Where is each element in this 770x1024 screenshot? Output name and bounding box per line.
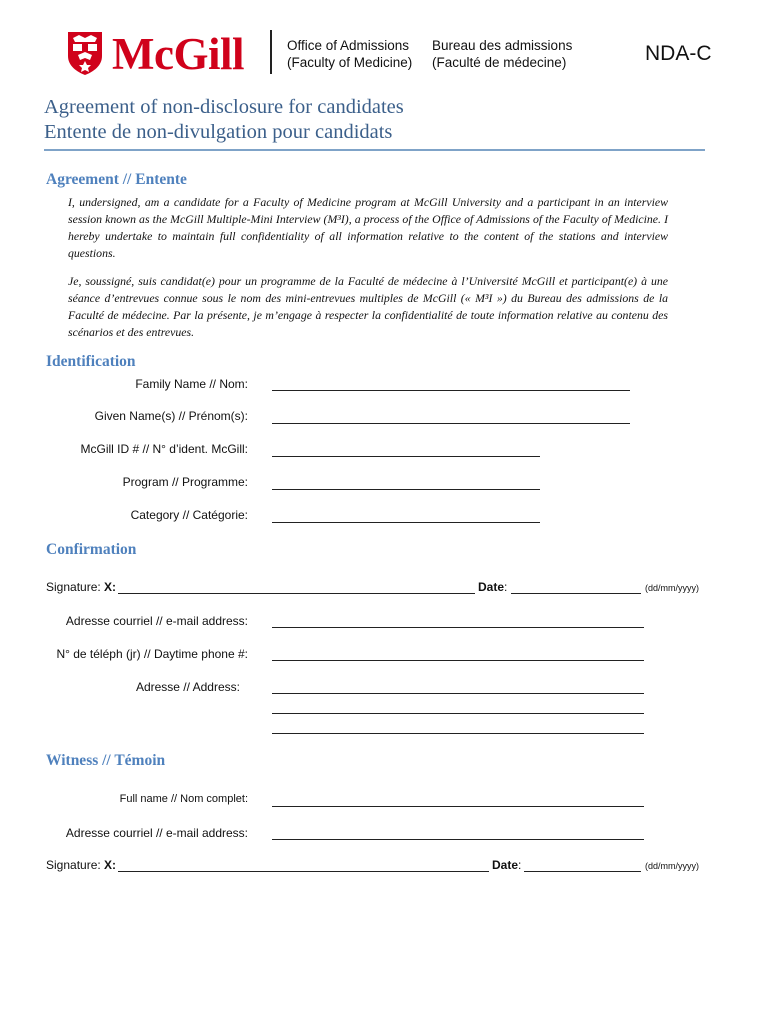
confirmation-date-label: Date: (478, 580, 508, 594)
form-code: NDA-C (645, 42, 712, 65)
witness-email-field[interactable] (272, 839, 644, 840)
title-french: Entente de non-divulgation pour candidats (44, 121, 393, 143)
confirmation-phone-label: N° de téléph (jr) // Daytime phone #: (56, 647, 248, 661)
agreement-paragraph-french: Je, soussigné, suis candidat(e) pour un programme de la Faculté de médecine à l’Université McGill et participant(e) à une séance d’entrevues connue sous le nom des mini-entrevues multiples de McGill (« M³I ») du Bureau des admissions de la Faculté de médecine. Par la présente, je m’engage à respecter la confidentialité de toute information relative au contenu des scénarios et des entrevues. (68, 274, 668, 339)
office-english: Office of Admissions (Faculty of Medicine) (287, 38, 413, 70)
logo-wordmark: McGill (112, 29, 244, 79)
confirmation-address-line-3[interactable] (272, 733, 644, 734)
confirmation-address-line-2[interactable] (272, 713, 644, 714)
given-names-label: Given Name(s) // Prénom(s): (94, 409, 248, 423)
given-names-field[interactable] (272, 423, 630, 424)
witness-full-name-label: Full name // Nom complet: (119, 793, 248, 805)
confirmation-address-label: Adresse // Address: (135, 680, 240, 694)
agreement-paragraph-english: I, undersigned, am a candidate for a Faculty of Medicine program at McGill University and a participant in an interview session known as the McGill Multiple-Mini Interview (M³I), a process of the Office of Admissions of the Faculty of Medicine. I hereby undertake to maintain full confidentiality of all information relative to the content of the stations and interview questions. (68, 195, 668, 260)
mcgill-logo (66, 30, 261, 78)
agreement-heading: Agreement // Entente (46, 171, 187, 188)
mcgill-id-label: McGill ID # // N° d’ident. McGill: (80, 442, 248, 456)
confirmation-date-field[interactable] (511, 593, 641, 594)
witness-date-label: Date: (492, 858, 522, 872)
mcgill-crest-icon (66, 30, 104, 76)
title-english: Agreement of non-disclosure for candidates (44, 96, 404, 118)
office-french: Bureau des admissions (Faculté de médecine) (432, 38, 573, 70)
category-label: Category // Catégorie: (130, 508, 248, 522)
confirmation-signature-label: Signature: X: (46, 580, 117, 594)
family-name-label: Family Name // Nom: (135, 377, 248, 391)
title-rule (44, 149, 705, 151)
confirmation-phone-field[interactable] (272, 660, 644, 661)
header-divider (270, 30, 272, 74)
program-field[interactable] (272, 489, 540, 490)
program-label: Program // Programme: (122, 475, 248, 489)
mcgill-id-field[interactable] (272, 456, 540, 457)
category-field[interactable] (272, 522, 540, 523)
witness-signature-label: Signature: X: (46, 858, 117, 872)
witness-email-label: Adresse courriel // e-mail address: (65, 826, 248, 840)
page-title (44, 95, 684, 145)
confirmation-date-format: (dd/mm/yyyy) (645, 583, 699, 593)
identification-heading: Identification (46, 353, 136, 370)
confirmation-email-label: Adresse courriel // e-mail address: (65, 614, 248, 628)
witness-signature-field[interactable] (118, 871, 489, 872)
confirmation-address-line-1[interactable] (272, 693, 644, 694)
family-name-field[interactable] (272, 390, 630, 391)
confirmation-email-field[interactable] (272, 627, 644, 628)
confirmation-signature-field[interactable] (118, 593, 475, 594)
witness-date-format: (dd/mm/yyyy) (645, 861, 699, 871)
confirmation-heading: Confirmation (46, 541, 137, 558)
witness-full-name-field[interactable] (272, 806, 644, 807)
witness-date-field[interactable] (524, 871, 641, 872)
witness-heading: Witness // Témoin (46, 752, 166, 769)
